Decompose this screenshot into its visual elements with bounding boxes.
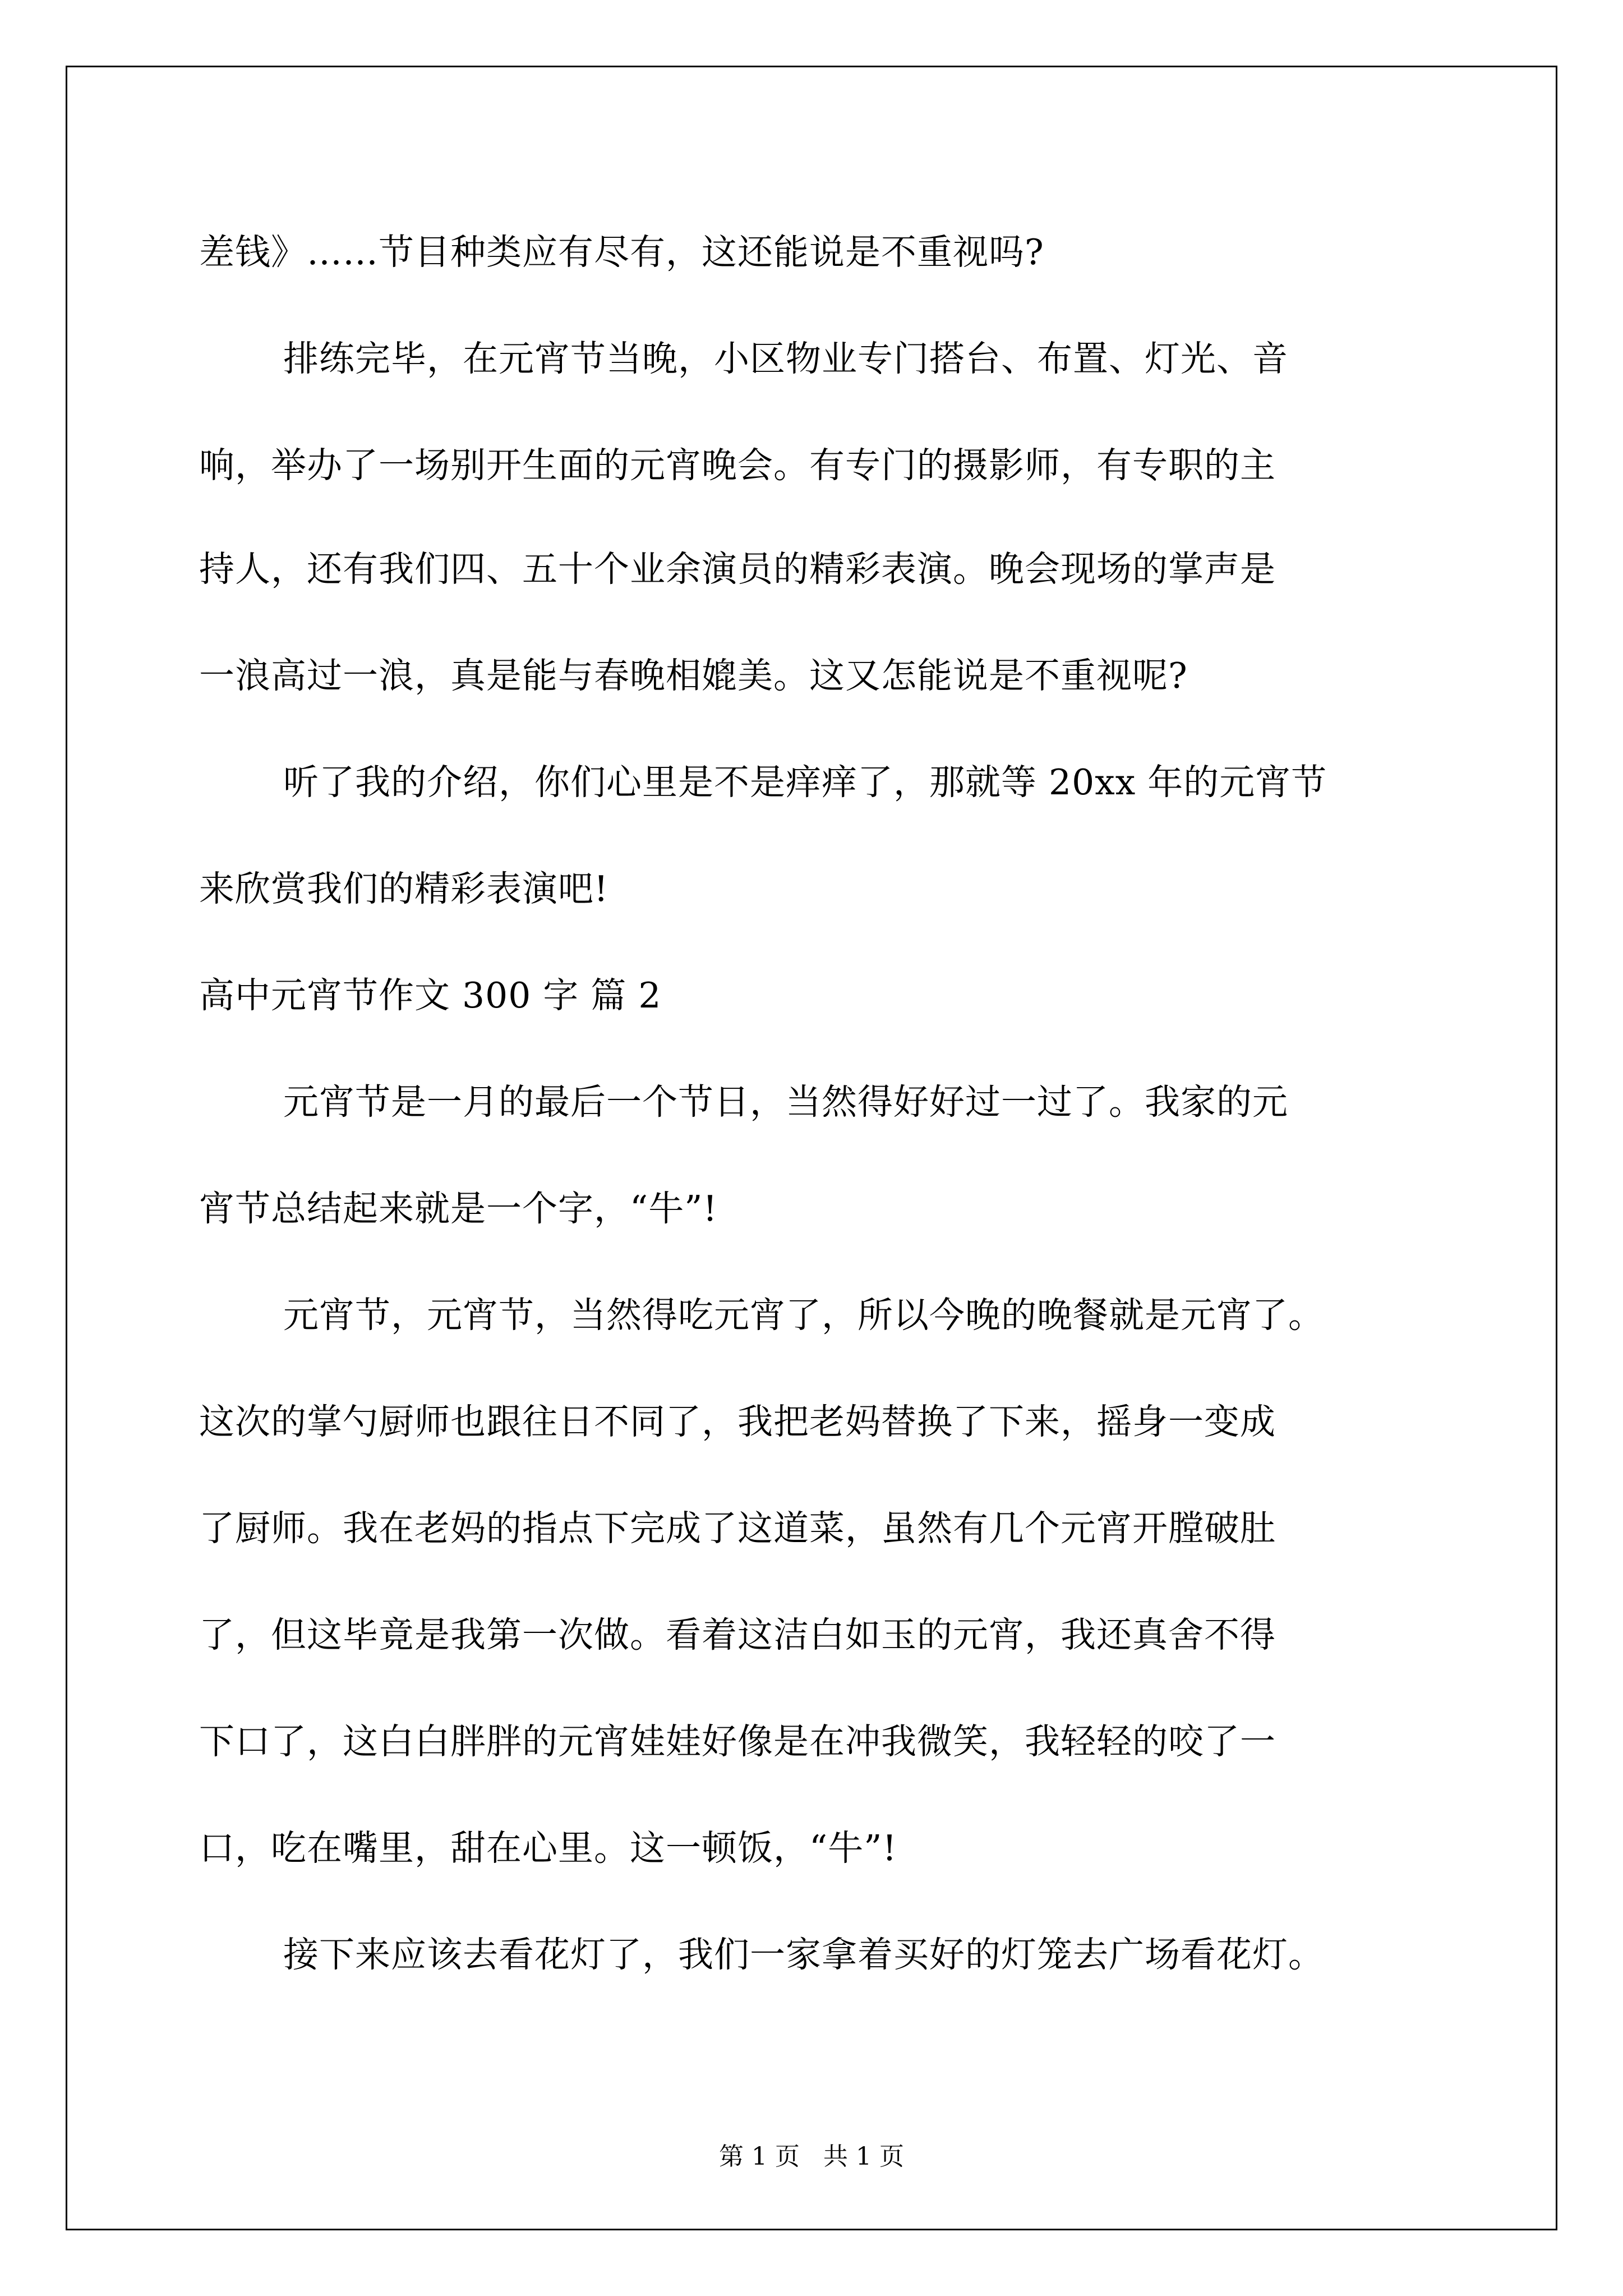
paragraph-first-line: 元宵节是一月的最后一个节日，当然得好好过一过了。我家的元 (283, 1082, 1288, 1122)
text-line: 一浪高过一浪，真是能与春晚相媲美。这又怎能说是不重视呢? (199, 655, 1188, 696)
text-line: 宵节总结起来就是一个字，“牛”! (199, 1188, 718, 1229)
page-footer: 第 1 页 共 1 页 (719, 2142, 904, 2171)
page-border (66, 66, 1557, 2230)
text-line: 口，吃在嘴里，甜在心里。这一顿饭，“牛”! (199, 1828, 897, 1869)
text-line: 了，但这毕竟是我第一次做。看着这洁白如玉的元宵，我还真舍不得 (199, 1614, 1276, 1655)
text-line: 响，举办了一场别开生面的元宵晚会。有专门的摄影师，有专职的主 (199, 445, 1276, 486)
paragraph-first-line: 接下来应该去看花灯了，我们一家拿着买好的灯笼去广场看花灯。 (283, 1934, 1324, 1975)
section-heading: 高中元宵节作文 300 字 篇 2 (199, 975, 662, 1016)
text-line: 来欣赏我们的精彩表演吧! (199, 868, 609, 909)
paragraph-first-line: 排练完毕，在元宵节当晚，小区物业专门搭台、布置、灯光、音 (283, 338, 1288, 379)
text-line: 下口了，这白白胖胖的元宵娃娃好像是在冲我微笑，我轻轻的咬了一 (199, 1721, 1276, 1762)
text-line: 持人，还有我们四、五十个业余演员的精彩表演。晚会现场的掌声是 (199, 549, 1276, 590)
text-line: 了厨师。我在老妈的指点下完成了这道菜，虽然有几个元宵开膛破肚 (199, 1508, 1276, 1549)
paragraph-first-line: 听了我的介绍，你们心里是不是痒痒了，那就等 20xx 年的元宵节 (283, 762, 1327, 803)
text-line: 差钱》……节目种类应有尽有，这还能说是不重视吗? (199, 232, 1044, 273)
text-line: 这次的掌勺厨师也跟往日不同了，我把老妈替换了下来，摇身一变成 (199, 1401, 1276, 1442)
paragraph-first-line: 元宵节，元宵节，当然得吃元宵了，所以今晚的晚餐就是元宵了。 (283, 1295, 1324, 1336)
